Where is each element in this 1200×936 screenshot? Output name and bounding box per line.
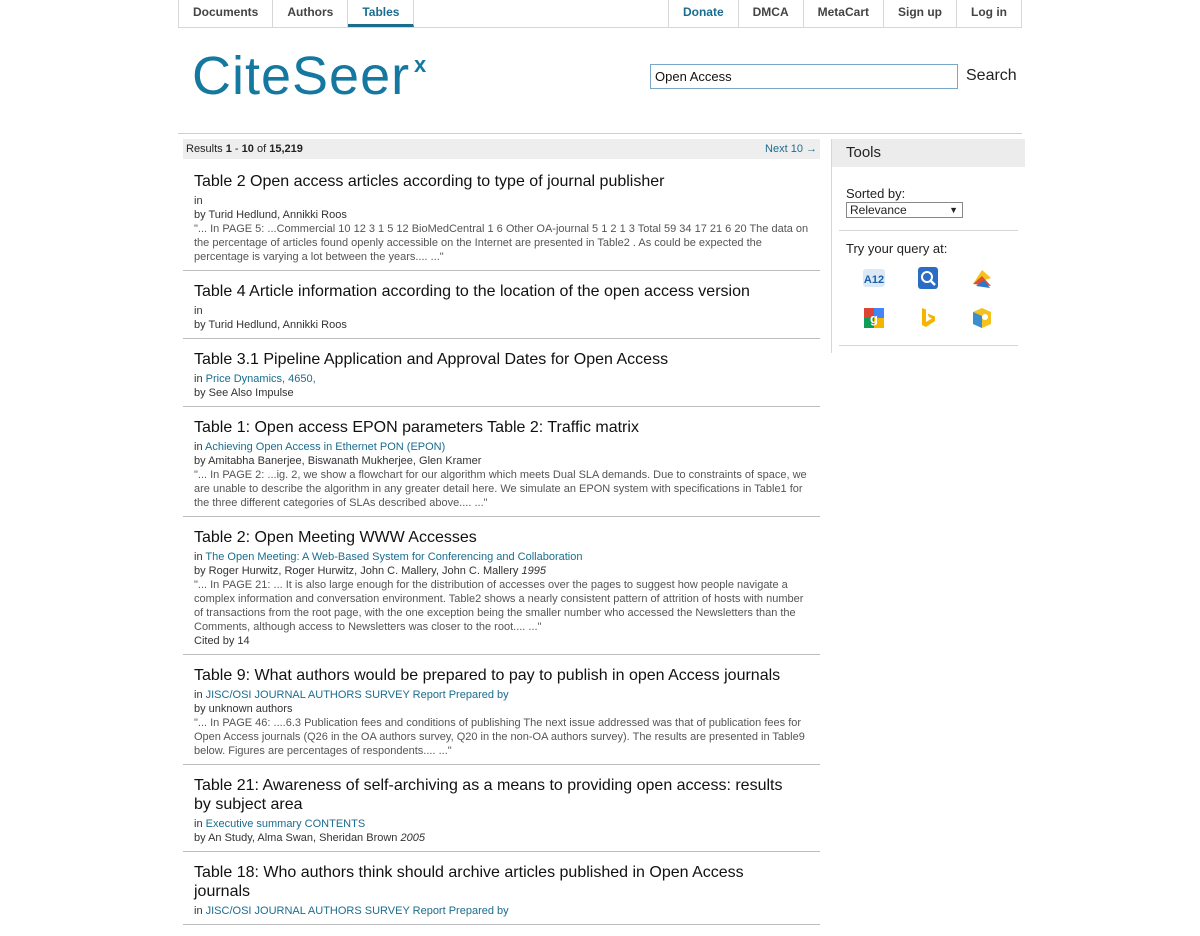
result-venue-link[interactable]: JISC/OSI JOURNAL AUTHORS SURVEY Report Prepared by xyxy=(205,905,509,917)
chevron-down-icon: ▼ xyxy=(949,205,958,215)
result-authors-line xyxy=(194,702,820,716)
cluster-search-icon-graphic xyxy=(916,266,940,290)
google-icon-graphic xyxy=(862,306,886,330)
nav-tables[interactable]: Tables xyxy=(348,0,414,27)
results-prefix: Results xyxy=(186,143,226,155)
sort-select-value: Relevance xyxy=(850,203,907,217)
tools-bottom-separator xyxy=(839,345,1018,346)
tools-header: Tools xyxy=(832,139,1025,167)
cluster-search-icon[interactable] xyxy=(916,266,940,290)
result-authors-line xyxy=(194,386,820,400)
nav-documents[interactable]: Documents xyxy=(179,0,273,27)
results-count xyxy=(186,139,303,159)
bing-icon[interactable] xyxy=(916,306,940,330)
result-item xyxy=(183,418,820,517)
result-item xyxy=(183,776,820,852)
result-snippet: "... In PAGE 2: ...ig. 2, we show a flowchart for our algorithm which meets Dual SLA demands. Due to constraints of space, we are unable to describe the algorithm in any greater detail here. We simulate an EPON system with specifications in Table1 for the three different categories of SLAs described above.... ..." xyxy=(194,469,807,509)
search-button[interactable]: Search xyxy=(966,67,1017,84)
citeseerx-logo[interactable]: CiteSeer xyxy=(192,46,411,106)
results-list xyxy=(194,172,820,936)
result-item xyxy=(183,666,820,765)
next-page-link[interactable]: Next 10 → xyxy=(765,143,817,155)
logo-superscript: x xyxy=(414,52,427,77)
result-authors: by Turid Hedlund, Annikki Roos xyxy=(194,209,347,221)
tools-separator xyxy=(839,230,1018,231)
result-venue-link[interactable]: Price Dynamics, 4650, xyxy=(205,373,316,385)
result-in-label: in xyxy=(194,689,203,701)
result-title[interactable]: Table 4 Article information according to the location of the open access version xyxy=(194,283,750,300)
result-in-label: in xyxy=(194,441,203,453)
svg-text:g: g xyxy=(870,311,878,326)
result-snippet: "... In PAGE 21: ... It is also large enough for the distribution of accesses over the pages to suggest how people navigate a complex information and conversation environment. Table2 shows a nearly consistent pattern of attrition of hosts with number of transactions from the root page, with the one exception being the smaller number who accessed the Newsletters than the Comments, although access to Newsletters was closer to the root.... ..." xyxy=(194,579,804,633)
try-query-label: Try your query at: xyxy=(846,241,948,256)
nav-left xyxy=(179,0,414,27)
a12-icon[interactable] xyxy=(862,266,886,290)
results-of: of xyxy=(253,143,270,155)
scholar-books-icon[interactable] xyxy=(970,266,994,290)
bing-icon-graphic xyxy=(916,306,940,330)
result-venue-link[interactable]: Achieving Open Access in Ethernet PON (EPON) xyxy=(205,441,446,453)
result-snippet: "... In PAGE 5: ...Commercial 10 12 3 1 5 12 BioMedCentral 1 6 Other OA-journal 5 1 2 1 3 Total 59 34 17 21 6 20 The data on the percentage of articles found openly accessible on the Internet are presented in Table2 . As could be expected the percentage is varying a lot between the years.... ..." xyxy=(194,223,809,263)
result-title[interactable]: Table 3.1 Pipeline Application and Approval Dates for Open Access xyxy=(194,351,669,368)
result-item xyxy=(183,172,820,271)
results-bar xyxy=(183,139,820,159)
result-title[interactable]: Table 1: Open access EPON parameters Table 2: Traffic matrix xyxy=(194,419,639,436)
nav-sign-up[interactable]: Sign up xyxy=(883,0,956,27)
result-authors: by unknown authors xyxy=(194,703,293,715)
result-venue-line xyxy=(194,550,820,564)
csx-icon-graphic xyxy=(970,306,994,330)
result-authors-line xyxy=(194,208,820,222)
result-authors: by See Also Impulse xyxy=(194,387,294,399)
nav-donate[interactable]: Donate xyxy=(668,0,738,27)
nav-right xyxy=(668,0,1021,27)
results-dash: - xyxy=(231,143,242,155)
search-input[interactable] xyxy=(650,64,958,89)
results-end: 10 xyxy=(241,143,254,155)
result-item xyxy=(183,282,820,339)
header-divider xyxy=(178,133,1022,134)
result-authors: by Amitabha Banerjee, Biswanath Mukherjee, Glen Kramer xyxy=(194,455,482,467)
result-venue-line xyxy=(194,194,820,208)
result-venue-line xyxy=(194,304,820,318)
result-item xyxy=(183,863,820,925)
result-authors-line xyxy=(194,454,820,468)
result-venue-link[interactable]: Executive summary CONTENTS xyxy=(205,818,366,830)
result-item xyxy=(183,528,820,655)
top-navigation xyxy=(178,0,1022,28)
tools-divider xyxy=(831,139,832,353)
sort-select[interactable] xyxy=(846,202,963,218)
result-title[interactable]: Table 18: Who authors think should archive articles published in Open Access journals xyxy=(194,864,744,900)
results-total: 15,219 xyxy=(269,143,303,155)
result-venue-link[interactable]: JISC/OSI JOURNAL AUTHORS SURVEY Report Prepared by xyxy=(205,689,509,701)
result-venue-line xyxy=(194,904,820,918)
a12-icon-text: A12 xyxy=(863,274,885,286)
result-title[interactable]: Table 2: Open Meeting WWW Accesses xyxy=(194,529,477,546)
result-in-label: in xyxy=(194,195,203,207)
sorted-by-label: Sorted by: xyxy=(846,186,906,201)
result-venue-line xyxy=(194,688,820,702)
a12-icon-graphic xyxy=(862,266,886,290)
result-authors-line xyxy=(194,564,820,578)
result-authors-line xyxy=(194,318,820,332)
result-authors: by An Study, Alma Swan, Sheridan Brown xyxy=(194,832,398,844)
google-icon[interactable] xyxy=(862,306,886,330)
result-authors: by Turid Hedlund, Annikki Roos xyxy=(194,319,347,331)
result-title[interactable]: Table 2 Open access articles according to type of journal publisher xyxy=(194,173,665,190)
result-snippet: "... In PAGE 46: ....6.3 Publication fees and conditions of publishing The next issue addressed was that of publication fees for Open Access journals (Q26 in the OA authors survey, Q20 in the non-OA authors survey). The results are presented in Table9 below. Figures are percentages of respondents.... ..." xyxy=(194,717,805,757)
result-venue-link[interactable]: The Open Meeting: A Web-Based System for Conferencing and Collaboration xyxy=(205,551,583,563)
result-authors: by Roger Hurwitz, Roger Hurwitz, John C. Mallery, John C. Mallery xyxy=(194,565,519,577)
result-in-label: in xyxy=(194,551,203,563)
result-authors-line xyxy=(194,831,820,845)
result-item xyxy=(183,350,820,407)
nav-authors[interactable]: Authors xyxy=(273,0,348,27)
nav-log-in[interactable]: Log in xyxy=(956,0,1021,27)
scholar-books-icon-graphic xyxy=(970,266,994,290)
nav-metacart[interactable]: MetaCart xyxy=(803,0,883,27)
results-start: 1 xyxy=(225,143,232,155)
result-year: 2005 xyxy=(400,832,425,844)
result-title[interactable]: Table 9: What authors would be prepared to pay to publish in open Access journals xyxy=(194,667,781,684)
csx-icon[interactable] xyxy=(970,306,994,330)
result-venue-line xyxy=(194,372,820,386)
result-title[interactable]: Table 21: Awareness of self-archiving as a means to providing open access: results by subject area xyxy=(194,777,783,813)
result-venue-line xyxy=(194,817,820,831)
nav-dmca[interactable]: DMCA xyxy=(738,0,803,27)
result-in-label: in xyxy=(194,905,203,917)
result-venue-line xyxy=(194,440,820,454)
result-year: 1995 xyxy=(521,565,546,577)
result-in-label: in xyxy=(194,373,203,385)
result-in-label: in xyxy=(194,305,203,317)
result-in-label: in xyxy=(194,818,203,830)
result-cited-by[interactable]: Cited by 14 xyxy=(194,635,250,647)
